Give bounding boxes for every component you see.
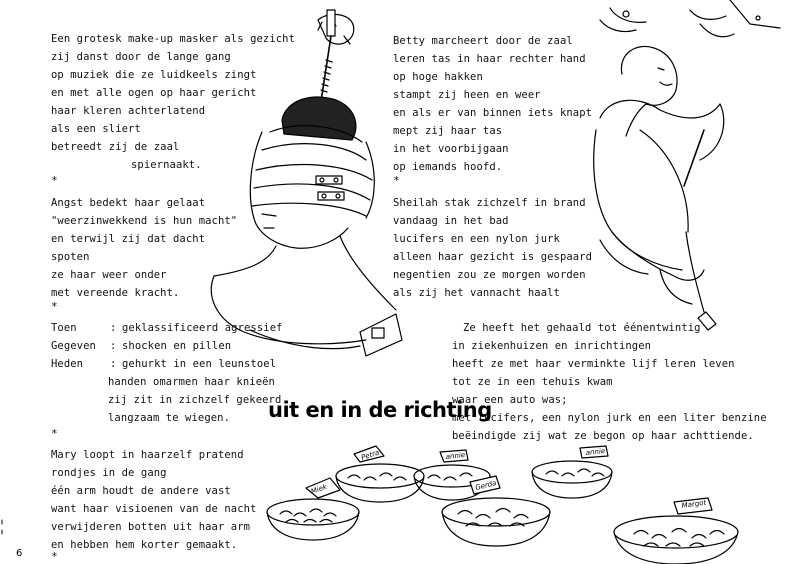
poem-line: zij danst door de lange gang — [51, 51, 231, 63]
poem-line: rondjes in de gang — [51, 467, 167, 479]
poem-line: in het voorbijgaan — [393, 143, 509, 155]
poem-line: want haar visioenen van de nacht — [51, 503, 257, 515]
poem-line: Angst bedekt haar gelaat — [51, 197, 206, 209]
poem-line: haar kleren achterlatend — [51, 105, 206, 117]
poem-line: waar een auto was; — [452, 394, 568, 406]
poem-label: Heden — [51, 358, 84, 370]
poem-line: als een sliert — [51, 123, 141, 135]
poem-line: in ziekenhuizen en inrichtingen — [452, 340, 652, 352]
poem-line: en hebben hem korter gemaakt. — [51, 539, 238, 551]
bowl-label: Margot — [681, 498, 707, 510]
poem-line: met vereende kracht. — [51, 287, 180, 299]
poem-line: verwijderen botten uit haar arm — [51, 521, 251, 533]
bowls-illustration — [267, 446, 738, 564]
bandaged-head-illustration — [211, 10, 402, 356]
poem-line: met lucifers, een nylon jurk en een liter benzine — [452, 412, 767, 424]
page-title: uit en in de richting — [268, 398, 492, 422]
poem-line: Sheilah stak zichzelf in brand — [393, 197, 586, 209]
poem-line: gehurkt in een leunstoel — [122, 358, 277, 370]
stanza-separator: * — [51, 427, 58, 440]
poem-line: vandaag in het bad — [393, 215, 509, 227]
poem-label-sep: : — [110, 340, 117, 352]
poem-line: stampt zij heen en weer — [393, 89, 541, 101]
poem-line: op hoge hakken — [393, 71, 483, 83]
poem-line: en als er van binnen iets knapt — [393, 107, 593, 119]
poem-line: heeft ze met haar verminkte lijf leren leven — [452, 358, 735, 370]
poem-line: handen omarmen haar knieën — [108, 376, 275, 388]
poem-line: alleen haar gezicht is gespaard — [393, 251, 593, 263]
poem-line: betreedt zij de zaal — [51, 141, 180, 153]
bowl-label: Gerda — [474, 479, 498, 492]
poem-line: tot ze in een tehuis kwam — [452, 376, 613, 388]
poem-line: shocken en pillen — [122, 340, 232, 352]
poem-line: spoten — [51, 251, 90, 263]
poem-line: langzaam te wiegen. — [108, 412, 231, 424]
poem-line: één arm houdt de andere vast — [51, 485, 231, 497]
stanza-separator: * — [393, 174, 400, 187]
poem-line: spiernaakt. — [131, 159, 202, 171]
poem-line: mept zij haar tas — [393, 125, 503, 137]
poem-line: beëindigde zij wat ze begon op haar achttiende. — [452, 430, 754, 442]
poem-line: ze haar weer onder — [51, 269, 167, 281]
poem-line: Betty marcheert door de zaal — [393, 35, 573, 47]
poem-line: "weerzinwekkend is hun macht" — [51, 215, 238, 227]
poem-line: als zij het vannacht haalt — [393, 287, 560, 299]
page-number: 6 — [16, 548, 23, 559]
poem-line: Mary loopt in haarzelf pratend — [51, 449, 244, 461]
poem-label: Gegeven — [51, 340, 96, 352]
poem-line: en met alle ogen op haar gericht — [51, 87, 257, 99]
bowl-label: Petra — [360, 448, 381, 462]
poem-line: negentien zou ze morgen worden — [393, 269, 586, 281]
poem-line: lucifers en een nylon jurk — [393, 233, 560, 245]
bowl-label: annie — [585, 447, 606, 457]
poem-label: Toen — [51, 322, 77, 334]
poem-line: en terwijl zij dat dacht — [51, 233, 206, 245]
stanza-separator: * — [51, 550, 58, 563]
poem-label-sep: : — [110, 358, 117, 370]
stanza-separator: * — [51, 300, 58, 313]
stanza-separator: * — [51, 174, 58, 187]
poem-line: Een grotesk make-up masker als gezicht — [51, 33, 296, 45]
bowl-label: Miek — [309, 482, 329, 496]
crouching-figure-illustration — [594, 0, 780, 330]
poem-line: geklassificeerd agressief — [122, 322, 283, 334]
poem-line: Ze heeft het gehaald tot éénentwintig — [463, 322, 701, 334]
poem-line: zij zit in zichzelf gekeerd — [108, 394, 282, 406]
poem-line: leren tas in haar rechter hand — [393, 53, 586, 65]
bowl-label: annie — [445, 451, 466, 461]
poem-line: op muziek die ze luidkeels zingt — [51, 69, 257, 81]
poem-line: op iemands hoofd. — [393, 161, 503, 173]
poem-label-sep: : — [110, 322, 117, 334]
